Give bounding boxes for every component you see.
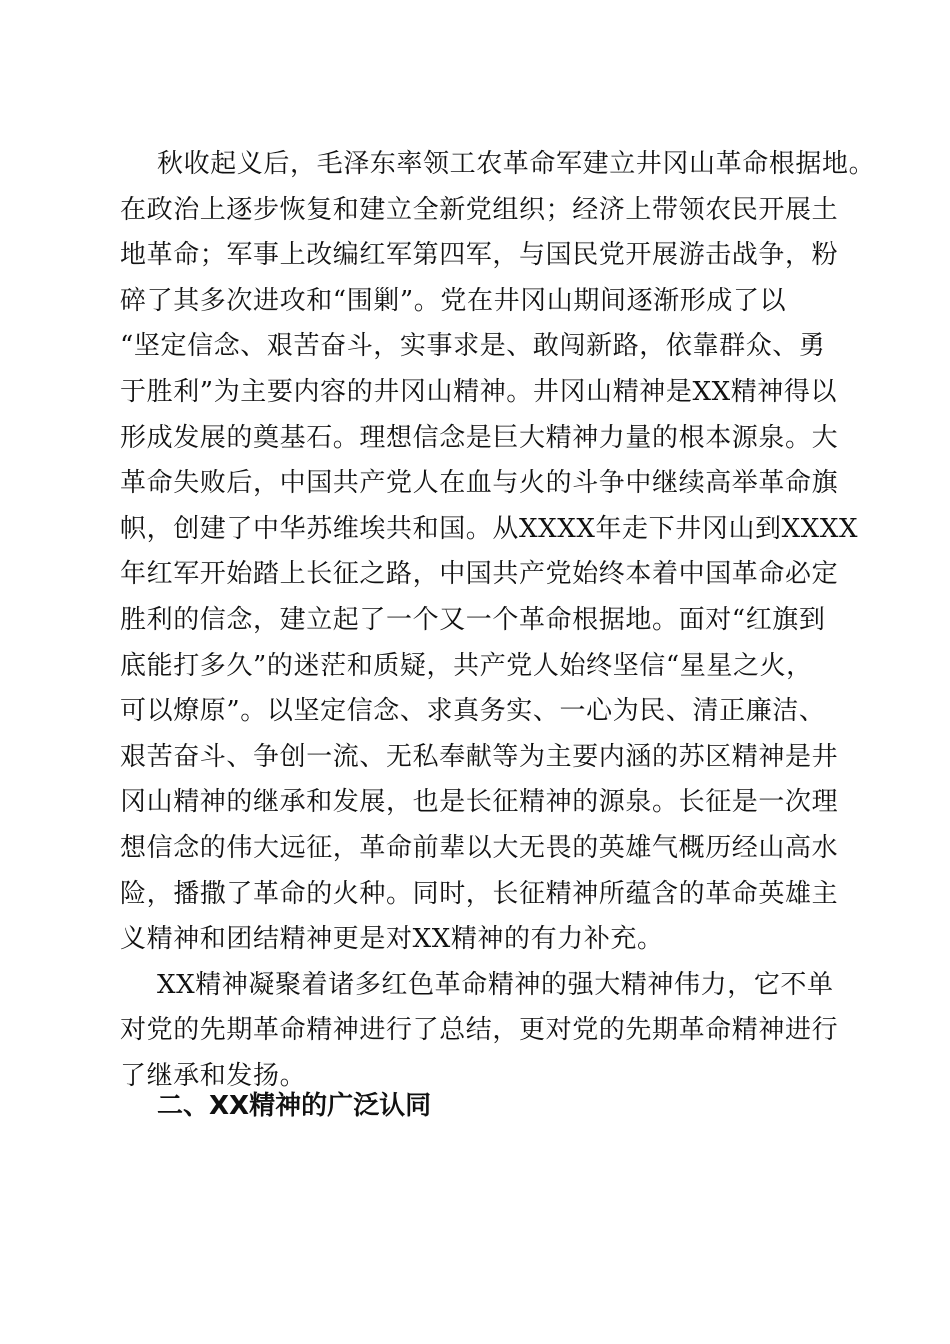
paragraph-line: 艰苦奋斗、争创一流、无私奉献等为主要内涵的苏区精神是井 (120, 741, 839, 772)
paragraph-line: XX精神凝聚着诸多红色革命精神的强大精神伟力，它不单 (157, 969, 834, 1000)
section-heading: 二、XX精神的广泛认同 (157, 1091, 432, 1121)
paragraph-line: 秋收起义后，毛泽东率领工农革命军建立井冈山革命根据地。 (157, 149, 876, 179)
paragraph-line: 帜，创建了中华苏维埃共和国。从XXXX年走下井冈山到XXXX (120, 513, 859, 544)
paragraph-line: “坚定信念、艰苦奋斗，实事求是、敢闯新路，依靠群众、勇 (120, 331, 826, 362)
paragraph-line: 形成发展的奠基石。理想信念是巨大精神力量的根本源泉。大 (120, 422, 839, 453)
paragraph-line: 胜利的信念，建立起了一个又一个革命根据地。面对“红旗到 (120, 604, 826, 635)
paragraph-line: 可以燎原”。以坚定信念、求真务实、一心为民、清正廉洁、 (120, 696, 826, 727)
paragraph-line: 对党的先期革命精神进行了总结，更对党的先期革命精神进行 (120, 1015, 839, 1046)
paragraph-line: 年红军开始踏上长征之路，中国共产党始终本着中国革命必定 (120, 559, 839, 590)
paragraph-line: 冈山精神的继承和发展，也是长征精神的源泉。长征是一次理 (120, 787, 839, 818)
paragraph-line: 于胜利”为主要内容的井冈山精神。井冈山精神是XX精神得以 (120, 376, 838, 407)
paragraph-line: 碎了其多次进攻和“围剿”。党在井冈山期间逐渐形成了以 (120, 285, 787, 316)
paragraph-line: 底能打多久”的迷茫和质疑，共产党人始终坚信“星星之火， (120, 650, 813, 681)
paragraph-line: 地革命；军事上改编红军第四军，与国民党开展游击战争，粉 (120, 240, 839, 271)
paragraph-line: 在政治上逐步恢复和建立全新党组织；经济上带领农民开展土 (120, 194, 839, 225)
paragraph-line: 想信念的伟大远征，革命前辈以大无畏的英雄气概历经山高水 (120, 832, 839, 863)
paragraph-line: 了继承和发扬。 (120, 1060, 307, 1091)
body-text (120, 142, 876, 1099)
paragraph-line: 险，播撒了革命的火种。同时，长征精神所蕴含的革命英雄主 (120, 878, 839, 909)
paragraph-line: 革命失败后，中国共产党人在血与火的斗争中继续高举革命旗 (120, 468, 839, 499)
paragraph-line: 义精神和团结精神更是对XX精神的有力补充。 (120, 924, 664, 955)
